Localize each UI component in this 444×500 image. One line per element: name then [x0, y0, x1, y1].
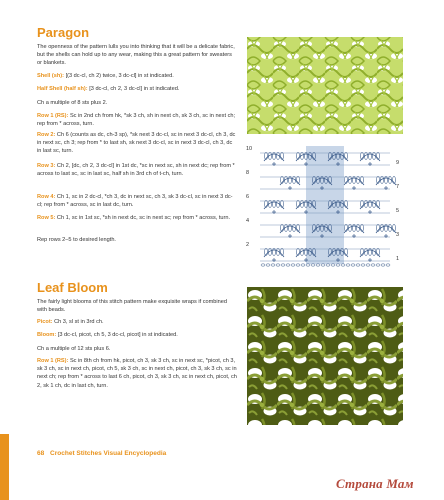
chart-chain — [386, 264, 390, 266]
picot-label: Picot: — [37, 319, 53, 325]
paragon-swatch-photo — [247, 37, 403, 134]
paragon-repeat: Rep rows 2–5 to desired length. — [37, 237, 116, 243]
chart-chain — [291, 264, 295, 266]
chart-shell — [344, 226, 364, 233]
chart-chain — [316, 264, 320, 266]
chart-chain — [281, 264, 285, 266]
chart-shell — [376, 226, 396, 233]
paragon-multiple: Ch a multiple of 8 sts plus 2. — [37, 100, 108, 106]
chart-shell — [360, 202, 380, 209]
chart-row-number-left: 8 — [246, 170, 250, 176]
paragon-title: Paragon — [37, 25, 90, 40]
chart-chain — [366, 264, 370, 266]
page-footer — [37, 450, 166, 457]
row-4-label: Row 4: — [37, 194, 56, 200]
paragon-row-2 — [37, 131, 237, 156]
leaf-bloom-bloom-def — [37, 331, 237, 339]
paragon-shell-def — [37, 72, 237, 80]
chart-shell — [264, 154, 284, 161]
chart-chain — [286, 264, 290, 266]
row-2-label: Row 2: — [37, 132, 56, 138]
paragon-row-4 — [37, 193, 237, 209]
leaf-bloom-swatch-photo — [247, 287, 403, 425]
book-title: Crochet Stitches Visual Encyclopedia — [50, 450, 167, 457]
row-3-text: Ch 2, [dc, ch 2, 3 dc-cl] in 1st dc, *sc in next sc, sh in next dc; rep from * across to last sc, sc in last sc, half sh in 3rd ch of t-ch, turn. — [37, 163, 235, 178]
half-shell-label: Half Shell (half sh): — [37, 86, 88, 92]
bloom-text: [3 dc-cl, picot, ch 5, 3 dc-cl, picot] in st indicated. — [56, 332, 178, 338]
chart-chain — [376, 264, 380, 266]
row-5-text: Ch 1, sc in 1st sc, *sh in next dc, sc in next sc; rep from * across, turn. — [55, 215, 231, 221]
chart-shell — [376, 178, 396, 185]
chart-chain — [311, 264, 315, 266]
paragon-row-1 — [37, 112, 237, 128]
chart-chain — [361, 264, 365, 266]
chart-chain — [371, 264, 375, 266]
lb-row-1-label: Row 1 (RS): — [37, 358, 69, 364]
chart-row-number-right: 5 — [396, 208, 400, 214]
chart-chain — [276, 264, 280, 266]
page-number: 68 — [37, 450, 45, 457]
chart-row-number-right: 7 — [396, 184, 400, 190]
chart-chain — [321, 264, 325, 266]
chart-row-number-right: 9 — [396, 160, 400, 166]
chart-shell — [264, 202, 284, 209]
paragon-row-5 — [37, 214, 237, 222]
row-1-label: Row 1 (RS): — [37, 113, 69, 119]
row-2-text: Ch 6 (counts as dc, ch-3 sp), *sk next 3 dc-cl, sc in next 3 dc-cl, ch 3, dc in next sc, ch 3; rep from * to last sh, sk next 3 dc-cl, sc in next 3 dc-cl, ch 3, dc in last sc, turn. — [37, 132, 236, 155]
leaf-bloom-picot-def — [37, 318, 237, 326]
chart-chain — [351, 264, 355, 266]
chart-shell — [280, 178, 300, 185]
leaf-bloom-multiple: Ch a multiple of 12 sts plus 6. — [37, 346, 111, 352]
chart-shell — [360, 154, 380, 161]
chart-row-number-left: 4 — [246, 218, 250, 224]
chart-chain — [306, 264, 310, 266]
paragon-stitch-chart — [244, 143, 406, 270]
chart-chain — [261, 264, 265, 266]
chart-row-number-right: 1 — [396, 256, 400, 262]
chart-row-number-left: 6 — [246, 194, 250, 200]
chart-chain — [266, 264, 270, 266]
bloom-label: Bloom: — [37, 332, 57, 338]
chart-chain — [331, 264, 335, 266]
paragon-half-shell-def — [37, 85, 237, 93]
watermark-logo: Страна Мам — [336, 476, 414, 491]
chart-chain — [301, 264, 305, 266]
shell-label: Shell (sh): — [37, 73, 65, 79]
row-3-label: Row 3: — [37, 163, 56, 169]
lb-row-1-text: Sc in 8th ch from hk, picot, ch 3, sk 3 ch, sc in next sc, *picot, ch 3, sk 3 ch, sc in next ch, picot, ch 5, sk 3 ch, sc in next ch, picot, ch 3, sk 3 ch, sc in next ch; rep from * across to last 6 ch, picot, ch 3, sk 3 ch, sc in next ch, picot, ch 2, sk 1 ch, dc in last ch, turn. — [37, 358, 237, 389]
paragon-row-3 — [37, 162, 237, 178]
paragon-intro: The openness of the pattern lulls you into thinking that it will be a delicate fabric, but the shells can hold up to any wear, making this a great pattern for sweaters or blankets. — [37, 44, 235, 67]
leaf-bloom-intro: The fairly light blooms of this stitch pattern make exquisite wraps if combined with beads. — [37, 299, 227, 314]
row-5-label: Row 5: — [37, 215, 56, 221]
chart-row-number-left: 2 — [246, 242, 250, 248]
picot-text: Ch 3, sl st in 3rd ch. — [52, 319, 104, 325]
chart-shell — [264, 250, 284, 257]
chart-chain — [381, 264, 385, 266]
row-4-text: Ch 1, sc in 2 dc-cl, *ch 3, dc in next sc, ch 3, sk 3 dc-cl, sc in next 3 dc-cl; rep from * across, sc in last dc, turn. — [37, 194, 233, 209]
chart-shell — [280, 226, 300, 233]
chart-chain — [356, 264, 360, 266]
chart-row-number-right: 3 — [396, 232, 400, 238]
shell-text: [(3 dc-cl, ch 2) twice, 3 dc-cl] in st indicated. — [64, 73, 174, 79]
chart-chain — [336, 264, 340, 266]
chart-chain — [296, 264, 300, 266]
chart-chain — [271, 264, 275, 266]
chart-chain — [346, 264, 350, 266]
leaf-bloom-title: Leaf Bloom — [37, 280, 108, 295]
chart-chain — [326, 264, 330, 266]
chart-shell — [360, 250, 380, 257]
leaf-bloom-row-1 — [37, 357, 237, 390]
chart-row-number-left: 10 — [246, 146, 253, 152]
footer-accent-bar — [0, 434, 9, 500]
half-shell-text: [3 dc-cl, ch 2, 3 dc-cl] in st indicated. — [87, 86, 180, 92]
row-1-text: Sc in 2nd ch from hk, *sk 3 ch, sh in next ch, sk 3 ch, sc in next ch; rep from * across, turn. — [37, 113, 236, 128]
chart-chain — [341, 264, 345, 266]
chart-shell — [344, 178, 364, 185]
